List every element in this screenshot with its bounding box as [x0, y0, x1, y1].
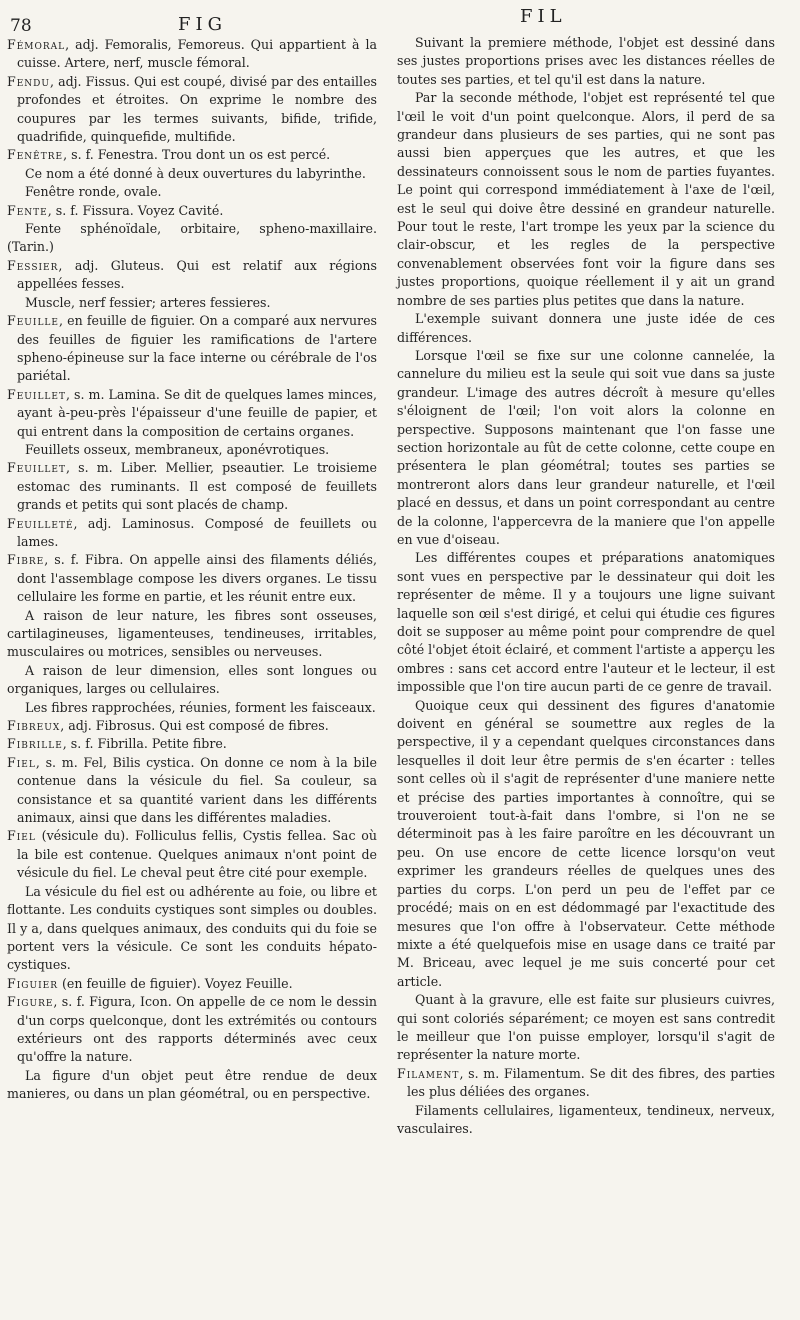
entry-headword: Figuier: [7, 975, 58, 991]
entry-headword: Feuilleté: [7, 515, 74, 531]
dictionary-entry: [7, 257, 377, 294]
dictionary-entry: [7, 459, 377, 514]
dictionary-entry: [7, 36, 377, 73]
entry-definition: , s. m. Liber. Mellier, pseautier. Le troisieme estomac des ruminants. Il est composé de feuillets grands et petits qui sont placés de champ.: [17, 460, 377, 513]
page-number: 78: [10, 16, 32, 36]
dictionary-entry: [7, 73, 377, 147]
entry-paragraph: Suivant la premiere méthode, l'objet est dessiné dans ses justes proportions prises avec les distances réelles de toutes ses parties, et tel qu'il est dans la nature.: [397, 35, 775, 87]
entry-paragraph: Lorsque l'œil se fixe sur une colonne cannelée, la cannelure du milieu est la seule qui soit vue dans sa juste grandeur. L'image des autres décroît à mesure qu'elles s'éloignent de l'œil; l'on voit alors la colonne en perspective. Supposons maintenant que l'on fasse une section horizontale au fût de cette colonne, cette coupe en présentera le plan géométral; toutes ses parties se montreront alors dans leur grandeur naturelle, et l'œil placé en dessus, et dans un point correspondant au centre de la colonne, l'appercevra de la maniere que l'on appelle en vue d'oiseau.: [397, 347, 775, 547]
entry-paragraph: Muscle, nerf fessier; arteres fessieres.: [25, 294, 271, 310]
entry-headword: Fente: [7, 202, 48, 218]
dictionary-entry: [7, 146, 377, 164]
dictionary-entry: [7, 827, 377, 882]
entry-headword: Fémoral: [7, 37, 66, 52]
entry-headword: Fiel: [7, 754, 36, 770]
entry-headword: Feuillet: [7, 460, 66, 476]
entry-definition: , s. m. Lamina. Se dit de quelques lames minces, ayant à-peu-près l'épaisseur d'une feuille de papier, et qui entrent dans la composition de certains organes.: [17, 386, 377, 439]
entry-definition: , adj. Gluteus. Qui est relatif aux régions appellées fesses.: [17, 257, 377, 292]
entry-headword: Fibreux: [7, 718, 61, 734]
dictionary-entry: [7, 312, 377, 386]
entry-paragraph: Les fibres rapprochées, réunies, forment les faisceaux.: [25, 699, 376, 715]
running-head-left: FIG: [178, 14, 227, 35]
dictionary-entry: [7, 515, 377, 552]
dictionary-entry: [7, 717, 377, 735]
entry-paragraph: Par la seconde méthode, l'objet est représenté tel que l'œil le voit d'un point quelconque. Alors, il perd de sa grandeur dans plusieurs de ses parties, qui ne sont pas aussi bien apperçues que les autres, et que les dessinateurs connoissent sous le nom de parties fuyantes. Le point qui correspond immédiatement à l'axe de l'œil, est le seul qui doive être dessiné en grandeur naturelle. Pour tout le reste, l'art trompe les yeux par la science du clair-obscur, et les regles de la perspective convenablement observées font voir la figure dans ses justes proportions, quoique réellement il y ait un grand nombre de ses parties plus petites que dans la nature.: [397, 90, 775, 308]
entry-definition: , adj. Fibrosus. Qui est composé de fibres.: [60, 718, 329, 734]
entry-headword: Fessier: [7, 257, 59, 273]
entry-paragraph: Feuillets osseux, membraneux, aponévrotiques.: [25, 441, 330, 457]
entry-definition: , s. m. Fel, Bilis cystica. On donne ce nom à la bile contenue dans la vésicule du fiel. Sa couleur, sa consistance et sa quantité varient dans les différents animaux, ainsi que dans les différentes maladies.: [17, 754, 377, 826]
entry-definition: , adj. Laminosus. Composé de feuillets ou lames.: [17, 515, 377, 549]
entry-definition: , s. f. Fenestra. Trou dont un os est percé.: [63, 147, 331, 163]
entry-headword: Feuillet: [7, 386, 66, 402]
dictionary-entry: [7, 386, 377, 441]
entry-headword: Fibrille: [7, 736, 63, 752]
running-head-right: FIL: [520, 6, 567, 27]
entry-paragraph: Fenêtre ronde, ovale.: [25, 184, 162, 200]
dictionary-entry: [7, 735, 377, 753]
dictionary-entry: [7, 754, 377, 828]
entry-headword: Fenêtre: [7, 147, 64, 163]
entry-paragraph: Filaments cellulaires, ligamenteux, tendineux, nerveux, vasculaires.: [397, 1102, 775, 1136]
entry-definition: , en feuille de figuier. On a comparé aux nervures des feuilles de figuier les ramifications de l'artere spheno-épineuse sur la face interne ou cérébrale de l'os pariétal.: [17, 313, 377, 384]
entry-paragraph: Les différentes coupes et préparations anatomiques sont vues en perspective par le dessinateur qui doit les représenter de même. Il y a toujours une ligne suivant laquelle son œil s'est dirigé, et celui qui étudie ces figures doit se supposer au même point pour comprendre de quel côté l'objet étoit éclairé, et comment l'artiste a apperçu les ombres : sans cet accord entre l'auteur et le lecteur, il est impossible que l'on tire aucun parti de ce genre de travail.: [397, 550, 775, 695]
entry-paragraph: Quant à la gravure, elle est faite sur plusieurs cuivres, qui sont coloriés séparément; ce moyen est sans contredit le meilleur que l'on puisse employer, lorsqu'il s'agit de représenter la nature morte.: [397, 992, 775, 1063]
entry-definition: , s. f. Fibrilla. Petite fibre.: [62, 736, 227, 752]
entry-definition: (en feuille de figuier). Voyez Feuille.: [57, 975, 293, 991]
right-column: [397, 34, 775, 1138]
entry-headword: Fendu: [7, 73, 50, 89]
entry-definition: (vésicule du). Folliculus fellis, Cystis fellea. Sac où la bile est contenue. Quelques animaux n'ont point de vésicule du fiel. Le cheval peut être cité pour exemple.: [17, 828, 377, 881]
dictionary-entry: [7, 975, 377, 993]
entry-headword: Filament: [397, 1065, 460, 1081]
entry-paragraph: Fente sphénoïdale, orbitaire, spheno-maxillaire. (Tarin.): [7, 221, 377, 255]
entry-paragraph: La vésicule du fiel est ou adhérente au foie, ou libre et flottante. Les conduits cystiques sont simples ou doubles. Il y a, dans quelques animaux, des conduits qui du foie se portent vers la vésicule. Ce sont les conduits hépato-cystiques.: [7, 883, 377, 973]
entry-definition: , s. f. Fissura. Voyez Cavité.: [47, 202, 224, 218]
dictionary-entry: [7, 551, 377, 606]
entry-definition: , s. m. Filamentum. Se dit des fibres, des parties les plus déliées des organes.: [407, 1065, 775, 1100]
entry-paragraph: Ce nom a été donné à deux ouvertures du labyrinthe.: [25, 165, 366, 181]
entry-definition: , adj. Fissus. Qui est coupé, divisé par des entailles profondes et étroites. On exprime le nombre des coupures par les termes suivants, bifide, trifide, quadrifide, quinquefide, multifide.: [17, 73, 377, 145]
entry-definition: , s. f. Figura, Icon. On appelle de ce nom le dessin d'un corps quelconque, dont les extrémités ou contours extérieurs ont des rapports déterminés avec ceux qu'offre la nature.: [17, 994, 377, 1065]
entry-definition: , adj. Femoralis, Femoreus. Qui appartient à la cuisse. Artere, nerf, muscle fémoral.: [17, 37, 377, 71]
entry-paragraph: A raison de leur nature, les fibres sont osseuses, cartilagineuses, ligamenteuses, tendineuses, irritables, musculaires ou motrices, sensibles ou nerveuses.: [7, 607, 377, 660]
dictionary-entry: [7, 993, 377, 1067]
entry-headword: Feuille: [7, 313, 59, 329]
entry-headword: Figure: [7, 994, 54, 1010]
entry-headword: Fiel: [7, 828, 36, 844]
dictionary-entry: [7, 202, 377, 220]
entry-paragraph: La figure d'un objet peut être rendue de deux manieres, ou dans un plan géométral, ou en perspective.: [7, 1067, 377, 1102]
entry-paragraph: Quoique ceux qui dessinent des figures d'anatomie doivent en général se soumettre aux regles de la perspective, il y a cependant quelques circonstances dans lesquelles il doit leur être permis de s'en écarter : telles sont celles où il s'agit de représenter d'une maniere nette et précise des parties importantes à connoître, qui se trouveroient tout-à-fait dans l'ombre, si l'on ne se déterminoit pas à les faire paroître en les découvrant un peu. On use encore de cette licence lorsqu'on veut exprimer les grandeurs réelles de quelques unes des parties du corps. L'on perd un peu de l'effet par ce procédé; mais on en est dédommagé par l'exactitude des mesures que l'on offre à l'observateur. Cette méthode mixte a été quelquefois mise en usage dans ce traité par M. Briceau, avec lequel je me suis concerté pour cet article.: [397, 697, 775, 989]
entry-paragraph: A raison de leur dimension, elles sont longues ou organiques, larges ou cellulaires.: [7, 662, 377, 697]
entry-paragraph: L'exemple suivant donnera une juste idée de ces différences.: [397, 311, 775, 345]
dictionary-entry: [397, 1065, 775, 1102]
entry-definition: , s. f. Fibra. On appelle ainsi des filaments déliés, dont l'assemblage compose les divers organes. Le tissu cellulaire les forme en partie, et les réunit entre eux.: [17, 552, 377, 605]
left-column: [7, 36, 377, 1104]
entry-headword: Fibre: [7, 552, 45, 568]
